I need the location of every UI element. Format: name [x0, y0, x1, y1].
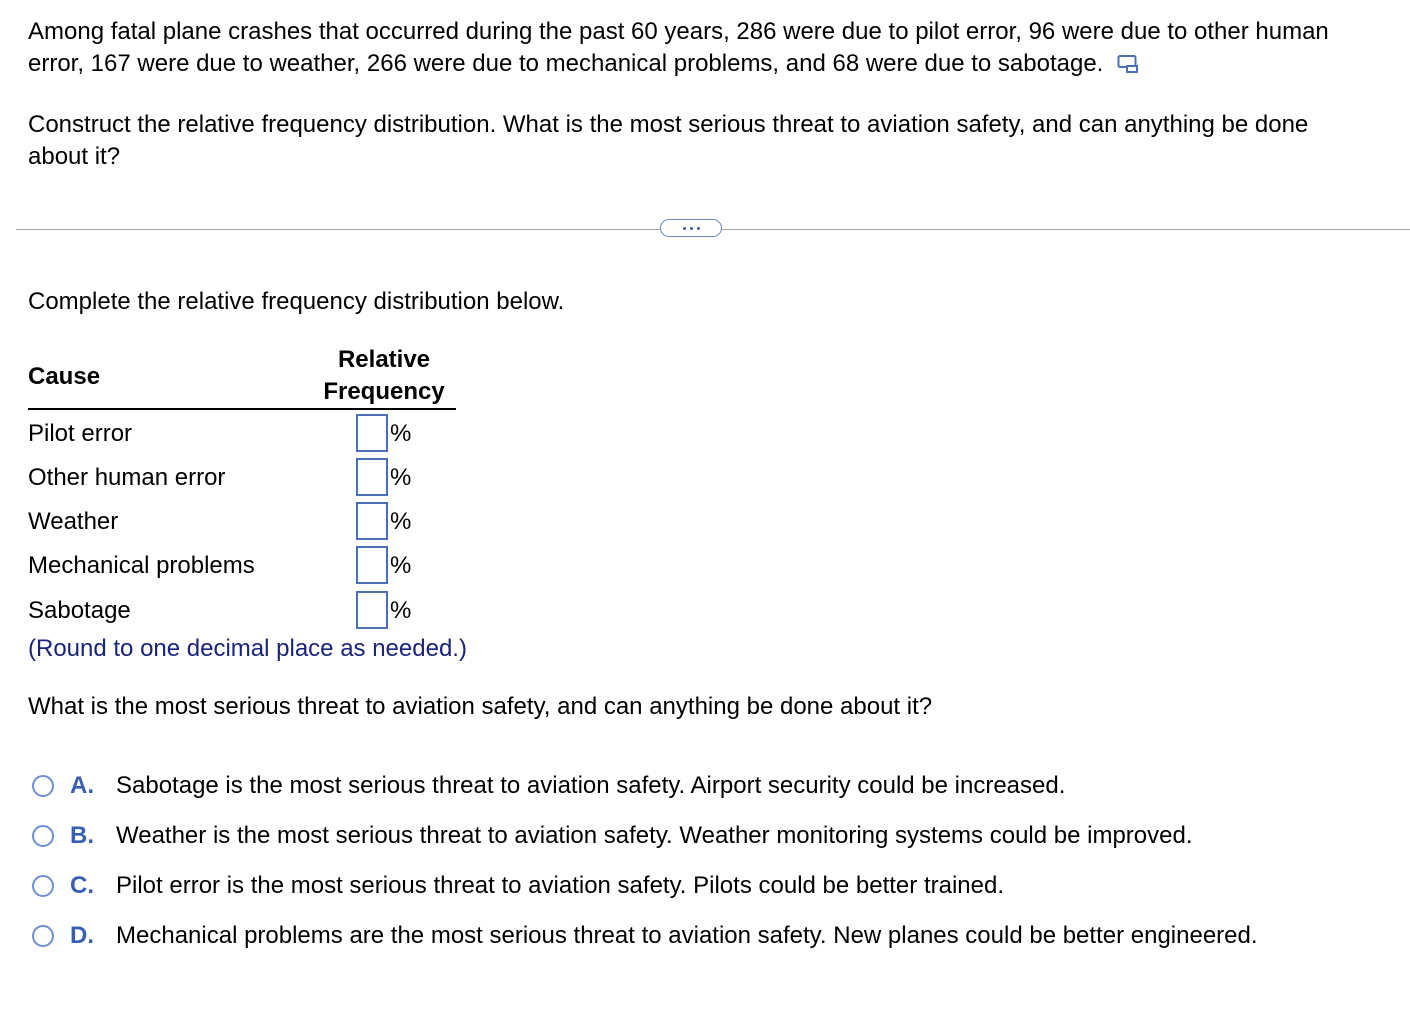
- radio-button-d[interactable]: [32, 925, 54, 947]
- option-text: Pilot error is the most serious threat to aviation safety. Pilots could be better trained.: [116, 872, 1004, 899]
- problem-text: Among fatal plane crashes that occurred during the past 60 years, 286 were due to pilot error, 96 were due to other human error, 167 were due to weather, 266 were due to mechanical problems, and 68 were due to sabotage.: [28, 18, 1329, 77]
- column-header-relative: Relative: [337, 346, 431, 373]
- part2-question: What is the most serious threat to aviation safety, and can anything be done about it?: [28, 693, 933, 720]
- answer-input-weather[interactable]: [356, 502, 388, 540]
- rounding-note: (Round to one decimal place as needed.): [28, 635, 467, 662]
- copy-icon[interactable]: [1117, 51, 1139, 71]
- more-dots-icon[interactable]: [660, 219, 722, 237]
- column-header-frequency: Frequency: [323, 378, 445, 405]
- cause-label: Sabotage: [28, 597, 131, 624]
- column-header-relative-frequency: [318, 344, 450, 408]
- problem-statement: [28, 16, 1368, 80]
- cause-label: Weather: [28, 508, 119, 535]
- percent-unit: %: [390, 464, 412, 491]
- option-letter: B.: [70, 822, 94, 849]
- task-statement: Construct the relative frequency distribution. What is the most serious threat to aviation safety, and can anything be done about it?: [28, 111, 1309, 170]
- table-row-other-human-error: [28, 458, 528, 498]
- option-text: Weather is the most serious threat to aviation safety. Weather monitoring systems could be improved.: [116, 822, 1193, 849]
- radio-button-a[interactable]: [32, 775, 54, 797]
- part1-instruction: Complete the relative frequency distribution below.: [28, 288, 565, 315]
- radio-button-c[interactable]: [32, 875, 54, 897]
- radio-button-b[interactable]: [32, 825, 54, 847]
- answer-input-sabotage[interactable]: [356, 591, 388, 629]
- table-row-pilot-error: [28, 414, 528, 454]
- table-row-sabotage: [28, 591, 528, 631]
- option-text: Mechanical problems are the most serious threat to aviation safety. New planes could be better engineered.: [116, 922, 1258, 949]
- percent-unit: %: [390, 508, 412, 535]
- option-letter: A.: [70, 772, 94, 799]
- header-rule: [28, 408, 456, 410]
- percent-unit: %: [390, 552, 412, 579]
- option-letter: D.: [70, 922, 94, 949]
- option-a[interactable]: [32, 769, 1065, 803]
- cause-label: Mechanical problems: [28, 552, 255, 579]
- option-d[interactable]: [32, 919, 1258, 953]
- table-row-weather: [28, 502, 528, 542]
- cause-label: Pilot error: [28, 420, 133, 447]
- column-header-cause: Cause: [28, 363, 101, 390]
- answer-input-mechanical-problems[interactable]: [356, 546, 388, 584]
- option-text: Sabotage is the most serious threat to aviation safety. Airport security could be increased.: [116, 772, 1066, 799]
- answer-input-pilot-error[interactable]: [356, 414, 388, 452]
- percent-unit: %: [390, 597, 412, 624]
- option-b[interactable]: [32, 819, 1193, 853]
- option-letter: C.: [70, 872, 94, 899]
- table-row-mechanical-problems: [28, 546, 528, 586]
- cause-label: Other human error: [28, 464, 226, 491]
- answer-input-other-human-error[interactable]: [356, 458, 388, 496]
- percent-unit: %: [390, 420, 412, 447]
- option-c[interactable]: [32, 869, 1004, 903]
